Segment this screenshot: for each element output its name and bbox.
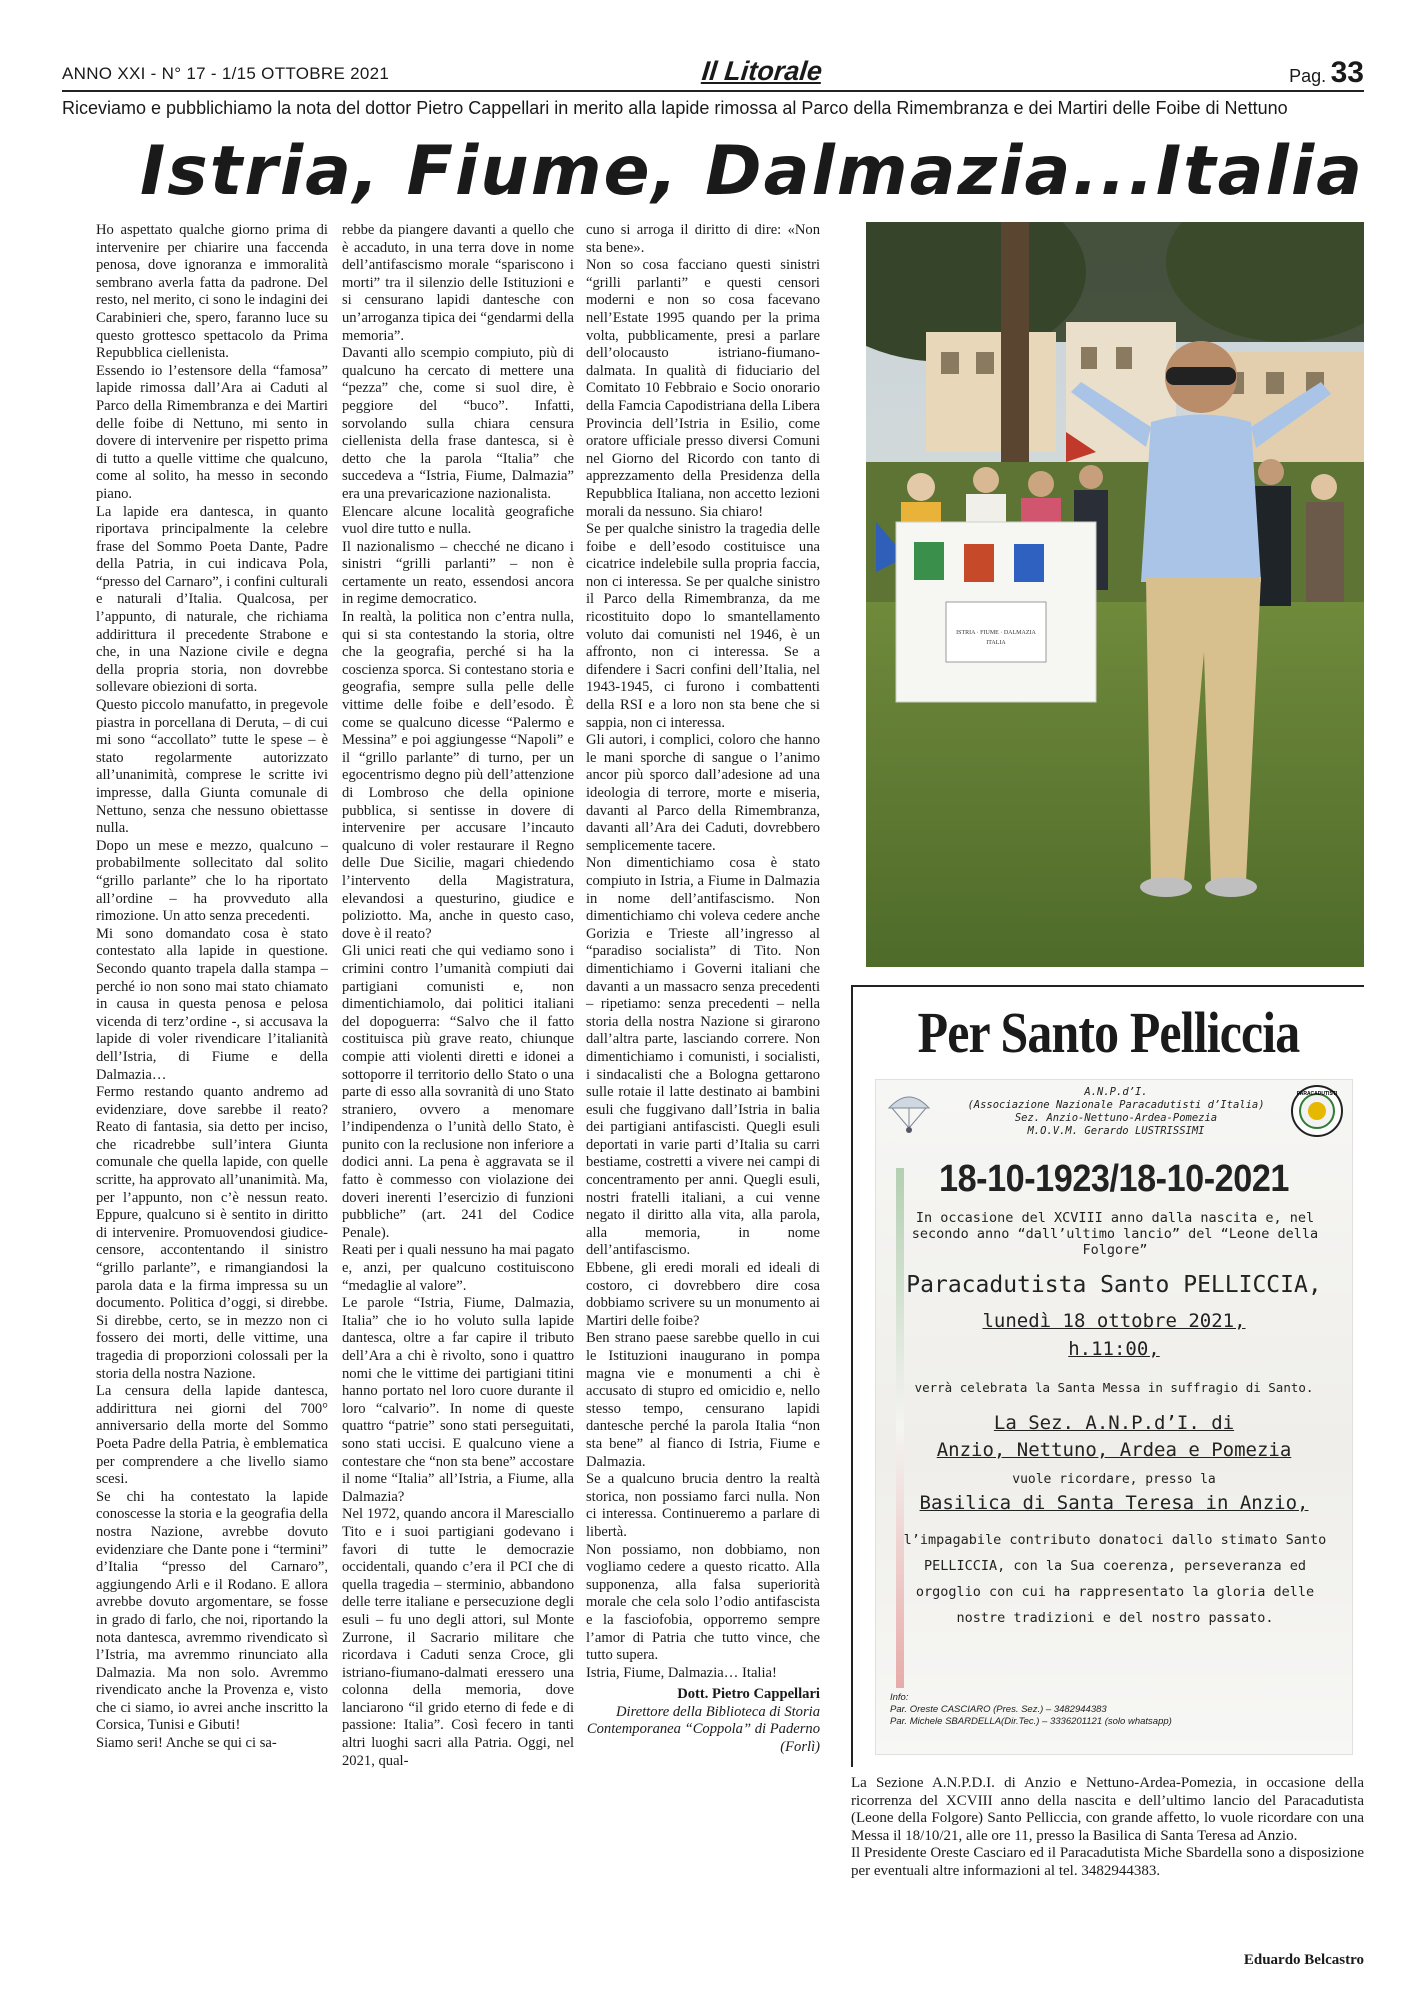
event-photo <box>866 222 1364 967</box>
article-col3-paragraph: Ben strano paese sarebbe quello in cui le Istituzioni inaugurano in pompa magna vie e monumenti a chi è accusato di stupro ed omicidio e, nello stesso tempo, censurano lapidi dantesche perché la parola Italia “non sta bene” al fianco di Istria, Fiume e Dalmazia. <box>586 1330 820 1470</box>
flyer-occasion: In occasione del XCVIII anno dalla nascita e, nel secondo anno “dall’ultimo lancio” del “Leone della Folgore” <box>911 1210 1319 1258</box>
flyer-section-names <box>876 1410 1352 1464</box>
article-col1-paragraph: La lapide era dantesca, in quanto riportava principalmente la celebre frase del Sommo Poeta Dante, Padre della Patria, in cui indicava Pola, “presso del Carnaro”, i confini culturali e naturali d’Italia. Qualcosa, per l’appunto, di naturale, che richiama addirittura il precedente Strabone e che, in una Nazione civile e degna della propria storia, non dovrebbe sollevare obiezioni di sorta. <box>96 503 328 696</box>
article-col3-paragraph: Se per qualche sinistro la tragedia delle foibe e dell’esodo costituisce una cicatrice indelebile sulla propria faccia, non ci interessa. Se per qualche sinistro il Parco della Rimembranza, da me ricostituito dopo lo smantellamento voluto dai comunisti nel 1946, è un affronto, non ci interessa. Se a difendere i Sacri confini dell’Italia, nel 1943-1945, ci furono i combattenti della RSI e a loro non sta bene che si sappia, non ci interessa. <box>586 521 820 731</box>
article-column-3 <box>586 222 820 1922</box>
page-header <box>62 56 1364 92</box>
article-col3-paragraph: Se a qualcuno brucia dentro la realtà storica, non possiamo farci nulla. Non ci interessa. Continueremo a parlare di libertà. <box>586 1471 820 1540</box>
issue-info: ANNO XXI - N° 17 - 1/15 OTTOBRE 2021 <box>62 64 390 83</box>
page-label: Pag. <box>1289 66 1327 86</box>
article-col1-paragraph: Mi sono domandato cosa è stato contestato alla lapide in questione. Secondo quanto trapela dalla stampa – perché io non sono mai stato chiamato in causa in questa penosa e pelosa vicenda di terz’ordine -, si accusava la lapide di voler rivendicare l’italianità dell’Istria, di Fiume e della Dalmazia… <box>96 925 328 1083</box>
flyer-info-label: Info: <box>890 1692 909 1703</box>
article-col2-paragraph: Le parole “Istria, Fiume, Dalmazia, Italia” che io ho voluto sulla lapide dantesca, oltre a far capire il tributo dell’Ara a chi è rivolto, sono i quattro nomi che le vittime dei partigiani titini hanno portato nel loro cuore durante il loro “calvario”. In nome di queste quattro “patrie” sono stati perseguitati, sono stati uccisi. E qualcuno viene a contestare che “non sta bene” accostare il nome “Italia” all’Istria, a Fiume, alla Dalmazia? <box>342 1295 574 1505</box>
article-col1-paragraph: Ho aspettato qualche giorno prima di intervenire per chiarire una faccenda penosa, dove ignoranza e immoralità sembrano averla fatta da padrone. Del resto, nel merito, ci sono le indagini dei Carabinieri che, spero, faranno luce su questo grottesco spettacolo da Prima Repubblica ciellenista. <box>96 222 328 362</box>
article-col3-paragraph: Non so cosa facciano questi sinistri “grilli parlanti” e questi censori moderni e non so cosa facevano nell’Estate 1995 quando per la prima volta, pubblicamente, presi a parlare dell’olocausto istriano-fiumano-dalmata. In qualità di fiduciario del Comitato 10 Febbraio e Socio onorario della Famcia Capodistriana della Libera Provincia dell’Istria in Esilio, come oratore ufficiale presso diversi Comuni nel Giorno del Ricordo con tanto di apprezzamento della Presidenza della Repubblica Italiana, non accetto lezioni morali da nessuno. Sia chiaro! <box>586 257 820 520</box>
flyer-info-2: Par. Michele SBARDELLA(Dir.Tec.) – 3336201121 (solo whatsapp) <box>890 1716 1172 1727</box>
box-caption <box>851 1775 1364 1880</box>
flyer-section: Sez. Anzio-Nettuno-Ardea-Pomezia <box>1014 1112 1218 1124</box>
box-title: Per Santo Pelliccia <box>917 1000 1300 1065</box>
article-signature <box>586 1686 820 1756</box>
plaque-text-2: ITALIA <box>986 640 1006 646</box>
article-col2-paragraph: rebbe da piangere davanti a quello che è accaduto, in una terra dove in nome dell’antifascismo morale “spariscono i morti” tra il silenzio delle Istituzioni e si censurano lapidi dantesche con un’arroganza tipica dei “gendarmi della memoria”. <box>342 222 574 344</box>
signature-name: Dott. Pietro Cappellari <box>677 1686 820 1703</box>
badge-text: PARACADUTISTI <box>1296 1091 1338 1097</box>
article-col3-paragraph: Istria, Fiume, Dalmazia… Italia! <box>586 1664 777 1681</box>
plaque-text-1: ISTRIA · FIUME · DALMAZIA <box>956 630 1036 636</box>
article-col3-paragraph: Ebbene, gli eredi morali ed ideali di costoro, ci dovrebbero dire cosa dobbiamo scrivere su un monumento ai Martiri delle foibe? <box>586 1260 820 1329</box>
signature-role: Direttore della Biblioteca di Storia Contemporanea “Coppola” di Paderno (Forlì) <box>586 1703 820 1756</box>
headline: Istria, Fiume, Dalmazia...Italia <box>140 132 1365 211</box>
page-number-value: 33 <box>1330 56 1364 89</box>
kicker: Riceviamo e pubblichiamo la nota del dottor Pietro Cappellari in merito alla lapide rimossa al Parco della Rimembranza e dei Martiri delle Foibe di Nettuno <box>62 98 1288 118</box>
box-caption-1: La Sezione A.N.P.D.I. di Anzio e Nettuno-Ardea-Pomezia, in occasione della ricorrenza del XCVIII anno della nascita e dell’ultimo lancio del Paracadutista (Leone della Folgore) Santo Pelliccia, con grande affetto, lo vuole ricordare con una Messa il 18/10/21, alle ore 11, presso la Basilica di Santa Teresa ad Anzio. <box>851 1775 1364 1844</box>
flyer-time: h.11:00, <box>1068 1338 1160 1360</box>
article-col2-paragraph: Nel 1972, quando ancora il Maresciallo Tito e i suoi partigiani godevano i favori di tutte le democrazie occidentali, quando c’era il PCI che di quella tragedia – sterminio, abbandono delle terre italiane e persecuzione degli esuli – fu uno degli attori, sul Monte Zurrone, il Sacrario militare che ricordava i Caduti senza Croce, gli istriano-fiumano-dalmati eressero una colonna della memoria, dove lanciarono “il grido eterno di fede e di passione: Italia”. Così fecero in tanti altri luoghi sacri alla Patria. Oggi, nel 2021, qual- <box>342 1506 574 1769</box>
article-col1-paragraph: Siamo seri! Anche se qui ci sa- <box>96 1735 277 1752</box>
article-col2-paragraph: In realtà, la politica non c’entra nulla, qui si sta contestando la storia, oltre che la geografia, perché si ha la coscienza sporca. Si contestano storia e geografia, sempre sulla pelle delle vittime delle foibe e dell’esodo. È come se qualcuno dicesse “Palermo e Messina” e poi aggiungesse “Napoli” e il “grillo parlante” di turno, per un egocentrismo degno più dell’attenzione di Lombroso che della opinione pubblica, si sentisse in dovere di intervenire per accusare l’incauto qualcuno di voler restaurare il Regno delle Due Sicilie, magari chiedendo l’intervento della Magistratura, elevandosi a questurino, giudice e poliziotto. Ma, anche in questo caso, dove è il reato? <box>342 609 574 942</box>
article-col3-paragraph: Non possiamo, non dobbiamo, non vogliamo cedere a questo ricatto. Alla supponenza, alla falsa superiorità morale che cela solo l’odio antifascista e la fasciofobia, opporremo sempre l’amor di Patria che tutto vince, che tutto supera. <box>586 1541 820 1664</box>
article-col2-paragraph: Davanti allo scempio compiuto, più di qualcuno ha cercato di mettere una “pezza” che, come si suol dire, è peggiore del “buco”. Infatti, sorvolando sulla chiara censura ciellenista della frase dantesca, si è detto che la parola “Italia” che succedeva a “Istria, Fiume, Dalmazia” era una prevaricazione nazionalista. <box>342 345 574 502</box>
article-col2-paragraph: Reati per i quali nessuno ha mai pagato e, anzi, per qualcuno costituiscono “medaglie al valore”. <box>342 1242 574 1294</box>
article-col1-paragraph: Fermo restando quanto andremo ad evidenziare, dove sarebbe il reato? Reato di fantasia, sia detto per inciso, che ricadrebbe sull’intera Giunta comunale che quella lapide, con quelle scritte, ha approvato all’unanimità. Ma, per l’appunto, non c’è nessun reato. Eppure, qualcuno si è sentito in diritto di intervenire. Promuovendosi giudice-censore, accontentando il sinistro “grillo parlante”, e rimangiandosi la parola data e la firma impressa su un documento. Politica d’oggi, si direbbe. Si direbbe, certo, se in mezzo non ci fossero dei morti, delle vittime, una tragedia di proporzioni colossali per la storia della nostra Nazione. <box>96 1084 328 1382</box>
article-col3-paragraph: Gli autori, i complici, coloro che hanno le mani sporche di sangue o l’animo ancor più sporco dall’adesione ad una ideologia di terrore, morte e miseria, davanti al Parco della Rimembranza, davanti all’Ara dei Caduti, dovrebbero semplicemente tacere. <box>586 732 820 854</box>
article-col1-paragraph: La censura della lapide dantesca, addirittura nei giorni del 700° anniversario della morte del Sommo Poeta Padre della Patria, è emblematica per comprendere a che livello siamo scesi. <box>96 1383 328 1488</box>
paracadutisti-badge-icon <box>1290 1084 1344 1138</box>
flyer-ricordare: vuole ricordare, presso la <box>1012 1472 1216 1487</box>
newspaper-logo: Il Litorale <box>700 56 824 86</box>
flyer-info <box>890 1692 1190 1728</box>
flyer-movm: M.O.V.M. Gerardo LUSTRISSIMI <box>1027 1125 1205 1137</box>
flyer-name: Paracadutista Santo PELLICCIA, <box>906 1272 1322 1298</box>
photo-illustration <box>866 222 1364 967</box>
article-col1-paragraph: Questo piccolo manufatto, in pregevole piastra in porcellana di Deruta, – di cui mi sono “accollato” tutte le spese – è stato regolarmente autorizzato all’unanimità, comprese le scritte ivi impresse, dalla Giunta comunale di Nettuno, senza che nessuno obiettasse nulla. <box>96 697 328 837</box>
sidebar-box <box>851 985 1364 1767</box>
flyer-info-1: Par. Oreste CASCIARO (Pres. Sez.) – 3482944383 <box>890 1704 1107 1715</box>
article-col2-paragraph: Elencare alcune località geografiche vuol dire tutto e nulla. <box>342 503 574 538</box>
article-col3-paragraph: cuno si arroga il diritto di dire: «Non sta bene». <box>586 222 820 256</box>
flyer-association-full: (Associazione Nazionale Paracadutisti d’Italia) <box>967 1099 1265 1111</box>
article-col2-paragraph: Gli unici reati che qui vediamo sono i crimini contro l’umanità compiuti dai partigiani comunisti e, non dimentichiamolo, dai politici italiani del dopoguerra: “Salvo che il fatto costituisca più grave reato, chiunque compie atti violenti diretti e idonei a sottoporre il territorio dello Stato o una parte di esso alla sovranità di uno Stato straniero, ovvero a menomare l’indipendenza o l’unità dello Stato, è punito con la reclusione non inferiore a dodici anni. La pena è aggravata se il fatto è commesso con violazione dei doveri inerenti l’esercizio di funzioni pubbliche” (art. 241 del Codice Penale). <box>342 943 574 1241</box>
parachute-icon <box>884 1086 934 1136</box>
article-column-2 <box>342 222 574 1962</box>
flyer-sez-line-2: Anzio, Nettuno, Ardea e Pomezia <box>936 1439 1292 1461</box>
flyer-dates: 18-10-1923/18-10-2021 <box>939 1158 1289 1200</box>
flyer-mass: verrà celebrata la Santa Messa in suffragio di Santo. <box>914 1380 1314 1395</box>
article-col1-paragraph: Essendo io l’estensore della “famosa” lapide rimossa dall’Ara ai Caduti al Parco della Rimembranza e dei Martiri delle foibe di Nettuno, mi sento in dovere di intervenire per rispetto prima di tutto a quelle vittime che qualcuno, come al solito, ha messo in secondo piano. <box>96 362 328 502</box>
article-column-3-body <box>586 222 820 1682</box>
flyer-association-short: A.N.P.d’I. <box>1084 1086 1148 1098</box>
article-col1-paragraph: Se chi ha contestato la lapide conoscesse la storia e la geografia della nostra Nazione, avrebbe dovuto evidenziare che Dante pone i “termini” d’Italia “presso del Carnaro”, aggiungendo Arli e il Rodano. E allora avrebbe dovuto argomentare, se fosse in grado di farlo, che noi, riportando la nota dantesca, avremmo rivendicato sì l’Istria, ma avremmo rinunciato alla Dalmazia. Ma non solo. Avremmo rivendicato anche la Provenza e, visto che ci siamo, io avrei anche inscritto la Corsica, Tunisi e Gibuti! <box>96 1488 328 1734</box>
article-col3-paragraph: Non dimentichiamo cosa è stato compiuto in Istria, a Fiume in Dalmazia in nome dell’antifascismo. Non dimentichiamo chi voleva cedere anche Gorizia e Trieste all’ingresso al “paradiso socialista” di Tito. Non dimentichiamo i Governi italiani che davanti a un massacro senza precedenti – ripetiamo: senza precedenti – nella storia della nostra Nazione si girarono dall’altra parte, lasciando correre. Non dimentichiamo i comunisti, i socialisti, i sindacalisti che a Bologna gettarono sulle rotaie il latte destinato ai bambini esuli che fuggivano dall’Istria in balia dei partigiani antifascisti. Quegli esuli deportati in varie parti d’Italia su carri bestiame, costretti a vivere nei campi di concentramento per anni. Quegli esuli, nostri fratelli italiani, a cui venne negato il diritto alla vita, alla parola, alla memoria, in nome dell’antifascismo. <box>586 855 820 1259</box>
flyer-basilica: Basilica di Santa Teresa in Anzio, <box>919 1492 1309 1514</box>
box-signature: Eduardo Belcastro <box>1243 1952 1364 1968</box>
flyer-tribute: l’impagabile contributo donatoci dallo stimato Santo PELLICCIA, con la Sua coerenza, perseveranza ed orgoglio con cui ha rappresentato la gloria delle nostre tradizioni e del nostro passato. <box>903 1532 1327 1626</box>
flyer-date: lunedì 18 ottobre 2021, <box>982 1310 1246 1332</box>
box-caption-2: Il Presidente Oreste Casciaro ed il Paracadutista Miche Sbardella sono a disposizione per eventuali altre informazioni al tel. 3482944383. <box>851 1845 1364 1879</box>
article-col2-paragraph: Il nazionalismo – checché ne dicano i sinistri “grilli parlanti” – non è certamente un reato, essendosi ancora in regime democratico. <box>342 538 574 608</box>
flyer-association <box>936 1086 1296 1138</box>
flyer-sez-line-1: La Sez. A.N.P.d’I. di <box>993 1412 1235 1434</box>
memorial-flyer <box>875 1079 1353 1755</box>
page-number <box>1289 56 1364 90</box>
article-col1-paragraph: Dopo un mese e mezzo, qualcuno – probabilmente sollecitato dal solito “grillo parlante” che lo ha riportato all’ordine – ha provveduto alla rimozione. Un atto senza precedenti. <box>96 837 328 925</box>
article-column-1 <box>96 222 328 1962</box>
